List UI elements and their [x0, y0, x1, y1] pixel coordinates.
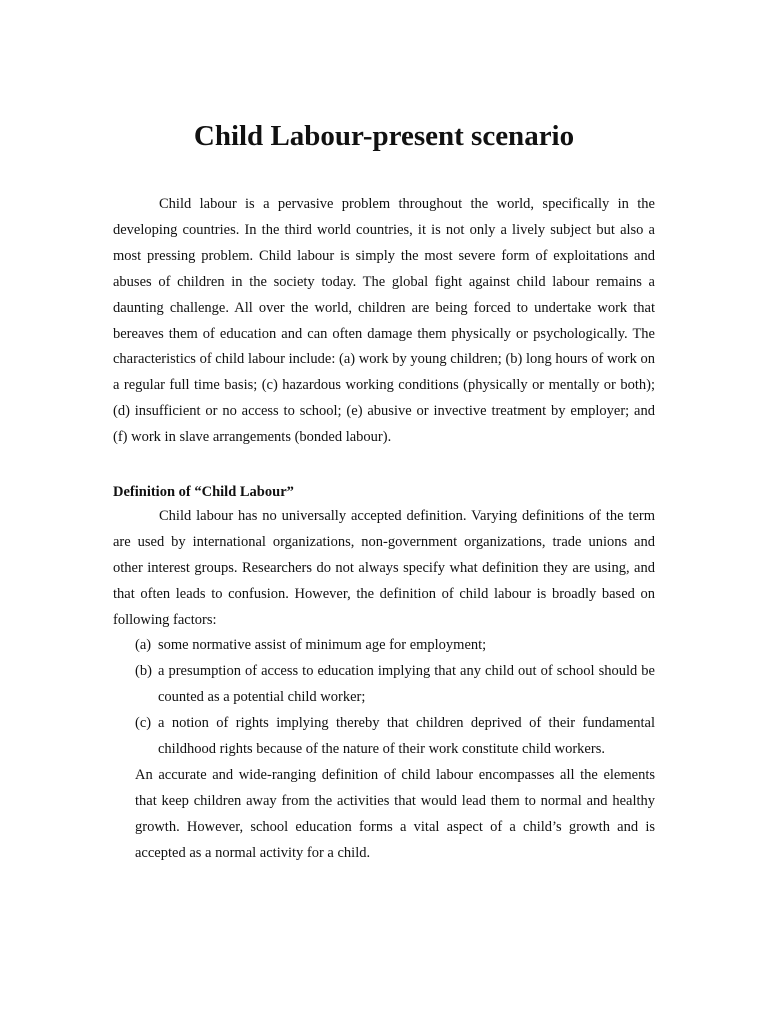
list-item: [135, 711, 655, 763]
intro-paragraph: Child labour is a pervasive problem throughout the world, specifically in the developing countries. In the third world countries, it is not only a lively subject but also a most pressing problem. Child labour is simply the most severe form of exploitations and abuses of children in the society today. The global fight against child labour remains a daunting challenge. All over the world, children are being forced to undertake work that bereaves them of education and can often damage them physically or psychologically. The characteristics of child labour include: (a) work by young children; (b) long hours of work on a regular full time basis; (c) hazardous working conditions (physically or mentally or both); (d) insufficient or no access to school; (e) abusive or invective treatment by employer; and (f) work in slave arrangements (bonded labour).: [113, 196, 655, 446]
factors-list: [135, 633, 655, 763]
list-item: [135, 659, 655, 711]
list-item: [135, 633, 655, 659]
list-marker: (a): [135, 637, 152, 653]
list-marker: (c): [135, 714, 152, 731]
page-title: Child Labour-present scenario: [193, 120, 575, 152]
list-marker: (b): [135, 662, 152, 679]
definition-paragraph: Child labour has no universally accepted definition. Varying definitions of the term are used by international organizations, non-government organizations, trade unions and other interest groups. Researchers do not always specify what definition they are using, and that often leads to confusion. However, the definition of child labour is broadly based on following factors:: [113, 508, 655, 628]
definition-heading: Definition of “Child Labour”: [113, 484, 294, 500]
list-item-text: some normative assist of minimum age for employment;: [158, 637, 487, 653]
list-item-text: a notion of rights implying thereby that children deprived of their fundamental childhood rights because of the nature of their work constitute child workers.: [158, 714, 655, 757]
closing-paragraph: An accurate and wide-ranging definition of child labour encompasses all the elements that keep children away from the activities that would lead them to normal and healthy growth. However, school education forms a vital aspect of a child’s growth and is accepted as a normal activity for a child.: [135, 767, 655, 861]
list-item-text: a presumption of access to education implying that any child out of school should be counted as a potential child worker;: [158, 662, 655, 705]
